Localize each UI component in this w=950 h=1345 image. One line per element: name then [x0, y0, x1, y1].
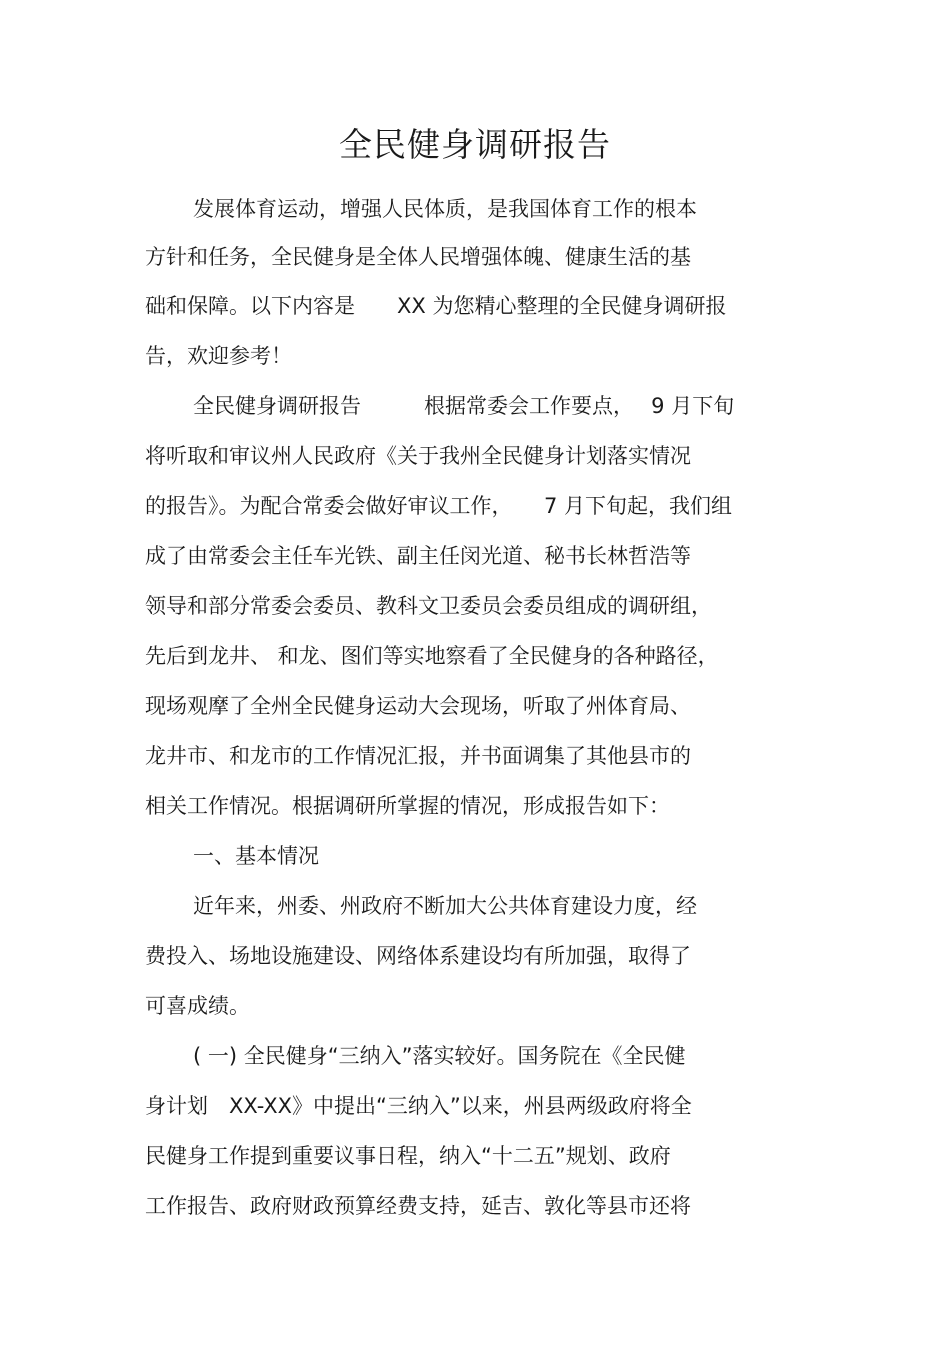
paragraph-line: 近年来，州委、州政府不断加大公共体育建设力度，经 — [193, 894, 697, 918]
paragraph-line: 将听取和审议州人民政府《关于我州全民健身计划落实情况 — [145, 444, 691, 468]
section-heading: 一、基本情况 — [193, 844, 319, 868]
paragraph-line: 发展体育运动，增强人民体质，是我国体育工作的根本 — [193, 197, 697, 221]
paragraph-line: 先后到龙井、 和龙、图们等实地察看了全民健身的各种路径， — [145, 644, 719, 668]
paragraph-line: 工作报告、政府财政预算经费支持，延吉、敦化等县市还将 — [145, 1194, 691, 1218]
paragraph-line: 身计划 XX-XX》中提出“三纳入”以来，州县两级政府将全 — [145, 1094, 692, 1118]
paragraph-line: ( 一) 全民健身“三纳入”落实较好。国务院在《全民健 — [193, 1044, 686, 1068]
paragraph-line: 全民健身调研报告 根据常委会工作要点， 9 月下旬 — [193, 394, 735, 418]
paragraph-line: 方针和任务，全民健身是全体人民增强体魄、健康生活的基 — [145, 245, 691, 269]
paragraph-line: 相关工作情况。根据调研所掌握的情况，形成报告如下： — [145, 794, 670, 818]
paragraph-line: 础和保障。以下内容是 XX 为您精心整理的全民健身调研报 — [145, 294, 727, 318]
paragraph-line: 告，欢迎参考！ — [145, 344, 292, 368]
paragraph-line: 费投入、场地设施建设、网络体系建设均有所加强，取得了 — [145, 944, 691, 968]
paragraph-line: 的报告》。为配合常委会做好审议工作， 7 月下旬起，我们组 — [145, 494, 733, 518]
paragraph-line: 领导和部分常委会委员、教科文卫委员会委员组成的调研组， — [145, 594, 712, 618]
paragraph-line: 可喜成绩。 — [145, 994, 250, 1018]
document-title: 全民健身调研报告 — [339, 125, 611, 164]
paragraph-line: 民健身工作提到重要议事日程，纳入“十二五”规划、政府 — [145, 1144, 671, 1168]
paragraph-line: 现场观摩了全州全民健身运动大会现场，听取了州体育局、 — [145, 694, 691, 718]
paragraph-line: 龙井市、和龙市的工作情况汇报，并书面调集了其他县市的 — [145, 744, 691, 768]
paragraph-line: 成了由常委会主任车光铁、副主任闵光道、秘书长林哲浩等 — [145, 544, 691, 568]
